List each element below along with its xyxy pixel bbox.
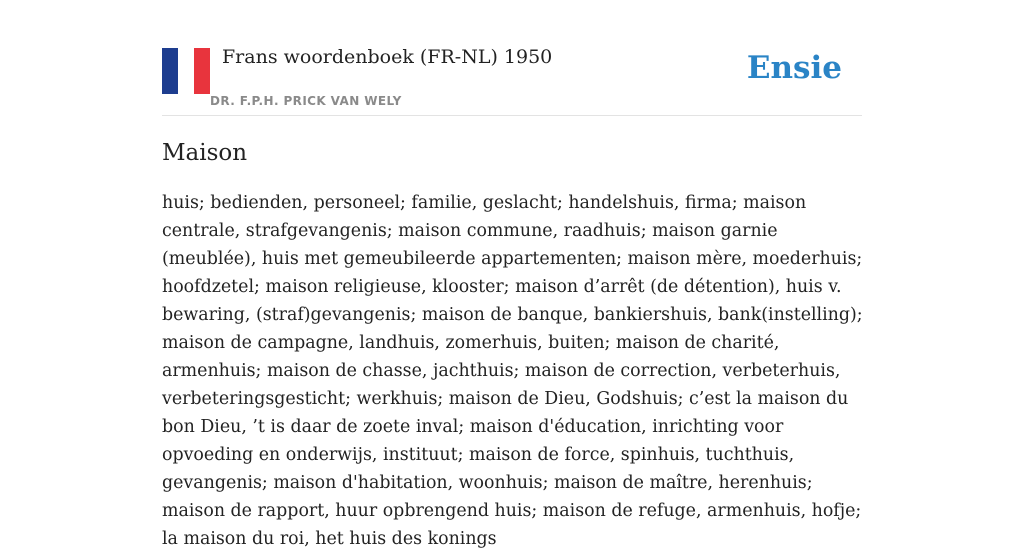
dictionary-entry-card <box>162 44 862 553</box>
ensie-logo-link[interactable]: Ensie <box>746 50 842 86</box>
entry-definition: huis; bedienden, personeel; familie, geslacht; handelshuis, firma; maison centrale, strafgevangenis; maison commune, raadhuis; maison garnie (meublée), huis met gemeubileerde appartementen; maison mère, moederhuis; hoofdzetel; maison religieuse, klooster; maison d’arrêt (de détention), huis v. bewaring, (straf)gevangenis; maison de banque, bankiershuis, bank(instelling); maison de campagne, landhuis, zomerhuis, buiten; maison de charité, armenhuis; maison de chasse, jachthuis; maison de correction, verbeterhuis, verbeteringsgesticht; werkhuis; maison de Dieu, Godshuis; c’est la maison du bon Dieu, ’t is daar de zoete inval; maison d'éducation, inrichting voor opvoeding en onderwijs, instituut; maison de force, spinhuis, tuchthuis, gevangenis; maison d'habitation, woonhuis; maison de maître, herenhuis; maison de rapport, huur opbrengend huis; maison de refuge, armenhuis, hofje; la maison du roi, het huis des konings <box>162 193 863 549</box>
dictionary-title[interactable]: Frans woordenboek (FR-NL) 1950 <box>222 46 553 68</box>
entry-header <box>162 44 862 116</box>
french-flag-icon <box>162 48 210 94</box>
dictionary-author: DR. F.P.H. PRICK VAN WELY <box>210 94 402 108</box>
entry-headword: Maison <box>162 140 248 166</box>
